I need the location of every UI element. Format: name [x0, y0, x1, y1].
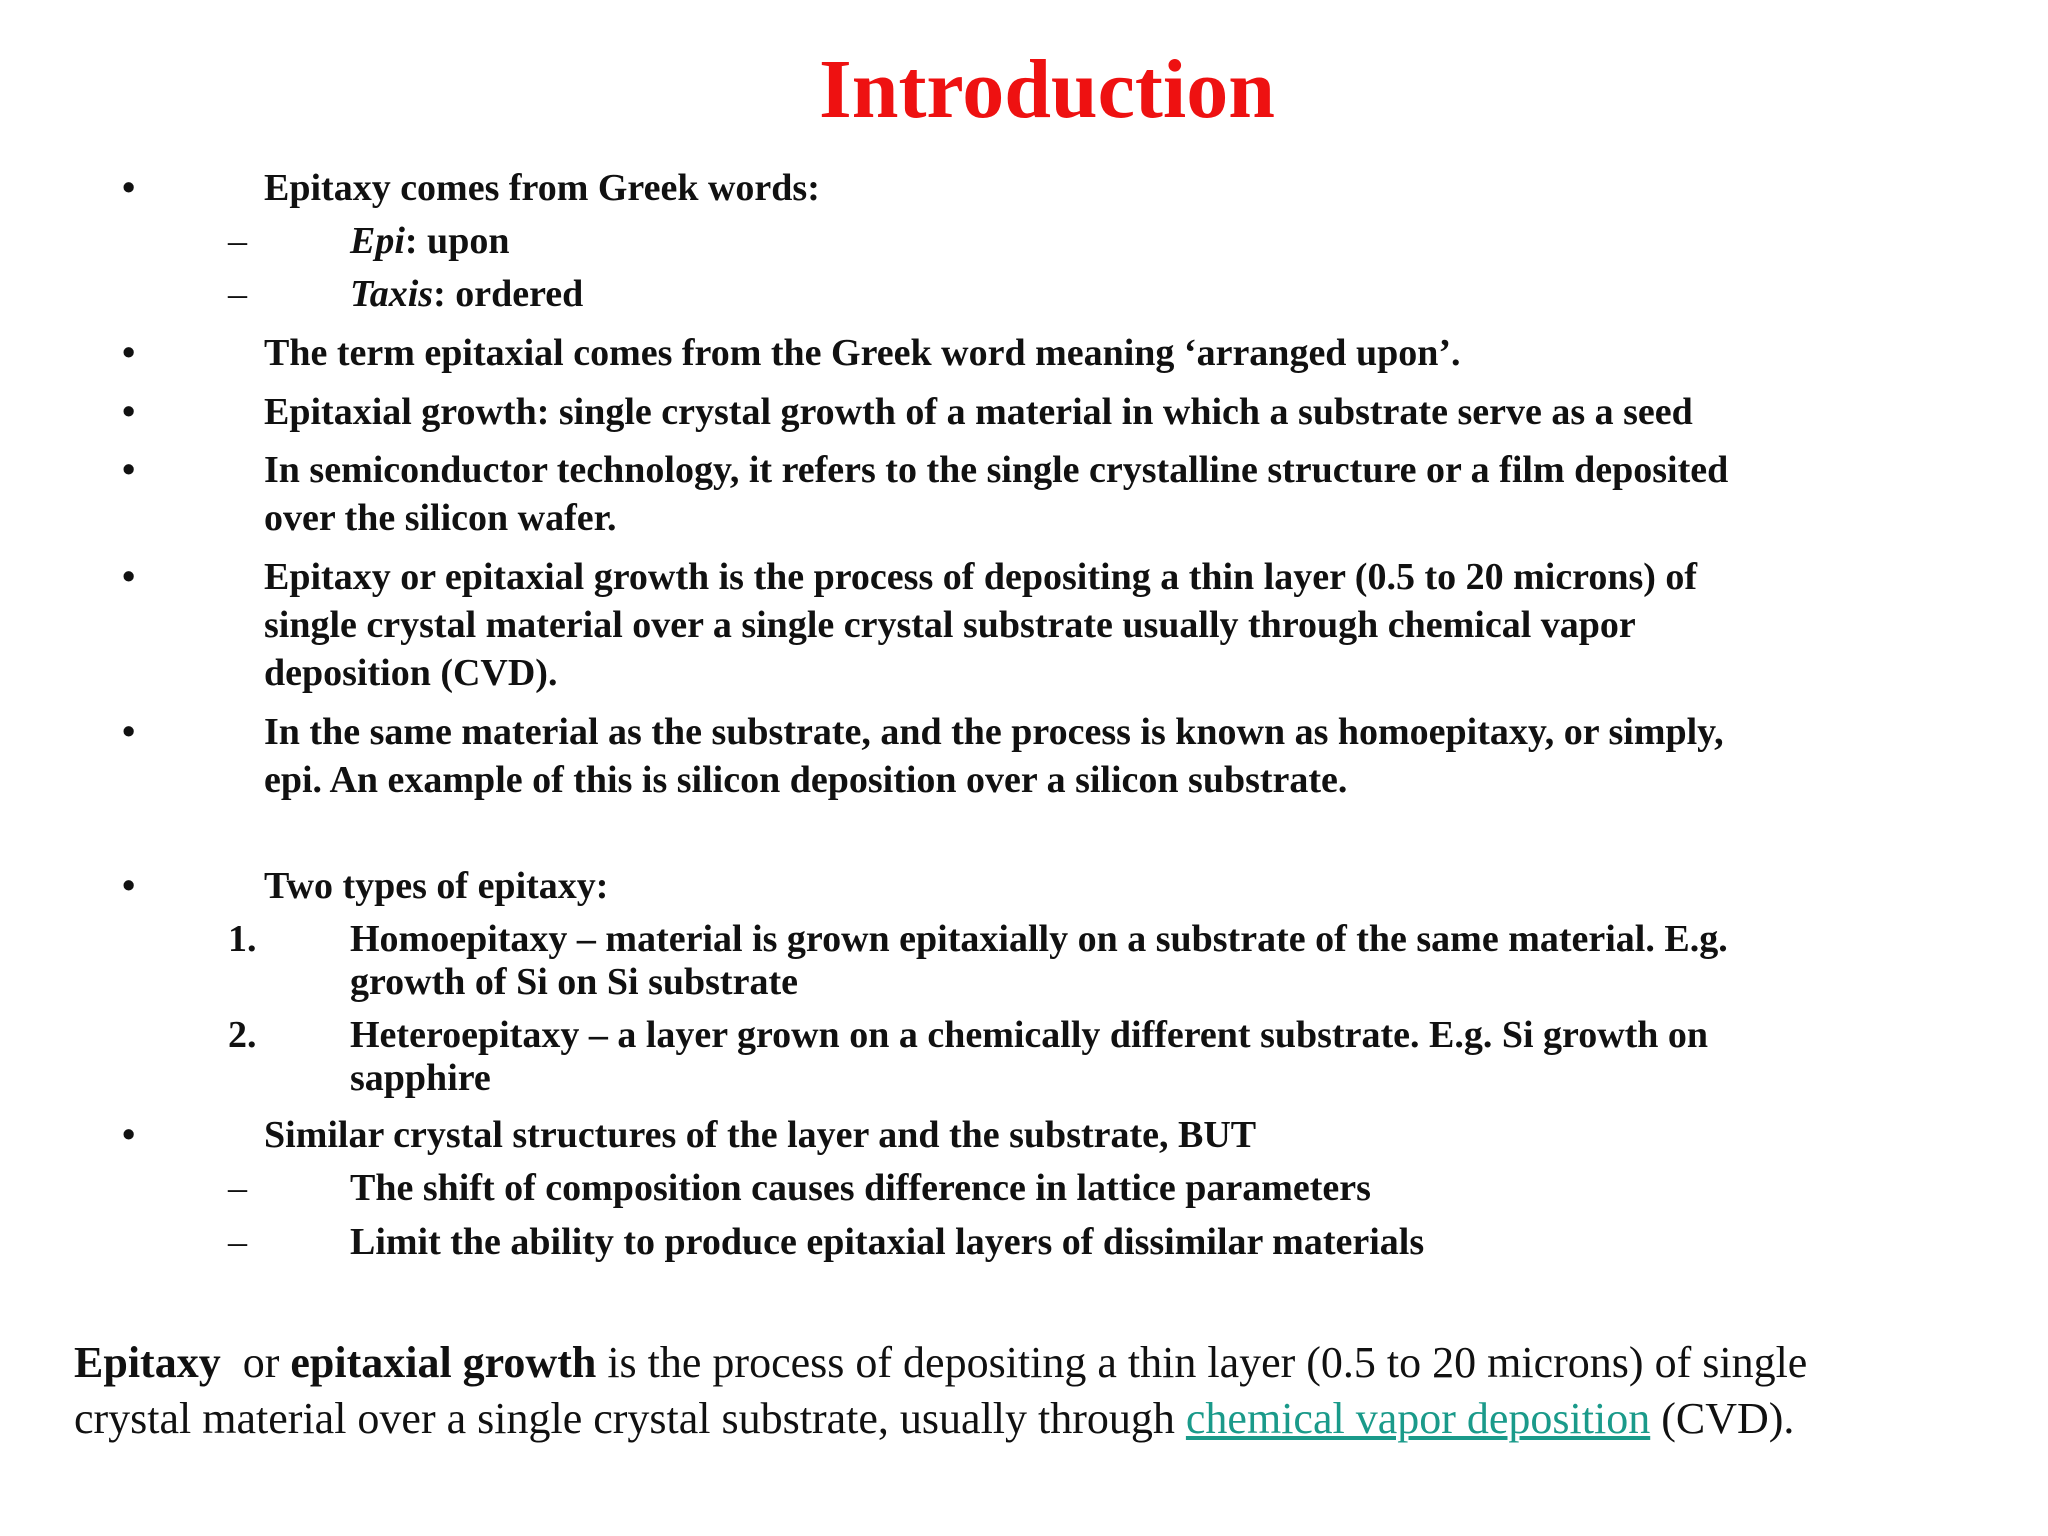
numbered-item-text: Heteroepitaxy – a layer grown on a chemically different substrate. E.g. Si growth on — [350, 1014, 1709, 1056]
sub-item-text: The shift of composition causes difference in lattice parameters — [350, 1167, 1371, 1209]
numbered-item-text: sapphire — [350, 1057, 491, 1099]
footer-connector: or — [220, 1338, 291, 1387]
sub-item-text: Limit the ability to produce epitaxial layers of dissimilar materials — [350, 1221, 1425, 1263]
bullet-text: single crystal material over a single crystal substrate usually through chemical vapor — [264, 604, 1636, 646]
sub-item-text — [350, 270, 583, 318]
cvd-link[interactable]: chemical vapor deposition — [1185, 1394, 1651, 1443]
footer-text: is the process of depositing a thin layer (0.5 to 20 microns) of single — [596, 1338, 1808, 1387]
bullet-text: In the same material as the substrate, and the process is known as homoepitaxy, or simply, — [264, 711, 1724, 753]
bullet-text: Epitaxy or epitaxial growth is the process of depositing a thin layer (0.5 to 20 microns) of — [264, 556, 1698, 598]
bullet-text: over the silicon wafer. — [264, 497, 617, 539]
number-marker: 2. — [228, 1014, 257, 1056]
bullet-marker: • — [122, 391, 136, 433]
numbered-item-text: Homoepitaxy – material is grown epitaxially on a substrate of the same material. E.g. — [350, 918, 1728, 960]
bullet-marker: • — [122, 556, 136, 598]
slide-title: Introduction — [819, 43, 1275, 136]
bullet-marker: • — [122, 332, 136, 374]
term-taxis: Taxis — [350, 273, 434, 315]
bullet-marker: • — [122, 865, 136, 907]
bullet-marker: • — [122, 1114, 136, 1156]
term-taxis-meaning: : ordered — [433, 273, 584, 315]
term-epi-meaning: : upon — [404, 220, 510, 262]
numbered-item-text: growth of Si on Si substrate — [350, 961, 798, 1003]
dash-marker: – — [228, 273, 247, 315]
footer-text: crystal material over a single crystal substrate, usually through — [74, 1394, 1186, 1443]
bullet-text: epi. An example of this is silicon deposition over a silicon substrate. — [264, 759, 1348, 801]
bullet-text: deposition (CVD). — [264, 652, 558, 694]
footer-definition — [74, 1335, 1807, 1447]
bullet-marker: • — [122, 167, 136, 209]
bullet-text: Epitaxial growth: single crystal growth of a material in which a substrate serve as a seed — [264, 391, 1693, 433]
bullet-text: In semiconductor technology, it refers to the single crystalline structure or a film deposited — [264, 449, 1729, 491]
bullet-text: Two types of epitaxy: — [264, 865, 609, 907]
bullet-text: The term epitaxial comes from the Greek word meaning ‘arranged upon’. — [264, 332, 1461, 374]
dash-marker: – — [228, 1221, 247, 1263]
sub-item-text — [350, 217, 509, 265]
footer-line-2 — [74, 1391, 1807, 1447]
footer-term-epitaxial-growth: epitaxial growth — [290, 1338, 597, 1387]
footer-text: (CVD). — [1650, 1394, 1795, 1443]
dash-marker: – — [228, 220, 247, 262]
term-epi: Epi — [350, 220, 405, 262]
bullet-text: Epitaxy comes from Greek words: — [264, 167, 820, 209]
footer-line-1 — [74, 1335, 1807, 1391]
footer-term-epitaxy: Epitaxy — [74, 1338, 221, 1387]
bullet-text: Similar crystal structures of the layer and the substrate, BUT — [264, 1114, 1257, 1156]
number-marker: 1. — [228, 918, 257, 960]
bullet-marker: • — [122, 711, 136, 753]
dash-marker: – — [228, 1167, 247, 1209]
bullet-marker: • — [122, 449, 136, 491]
